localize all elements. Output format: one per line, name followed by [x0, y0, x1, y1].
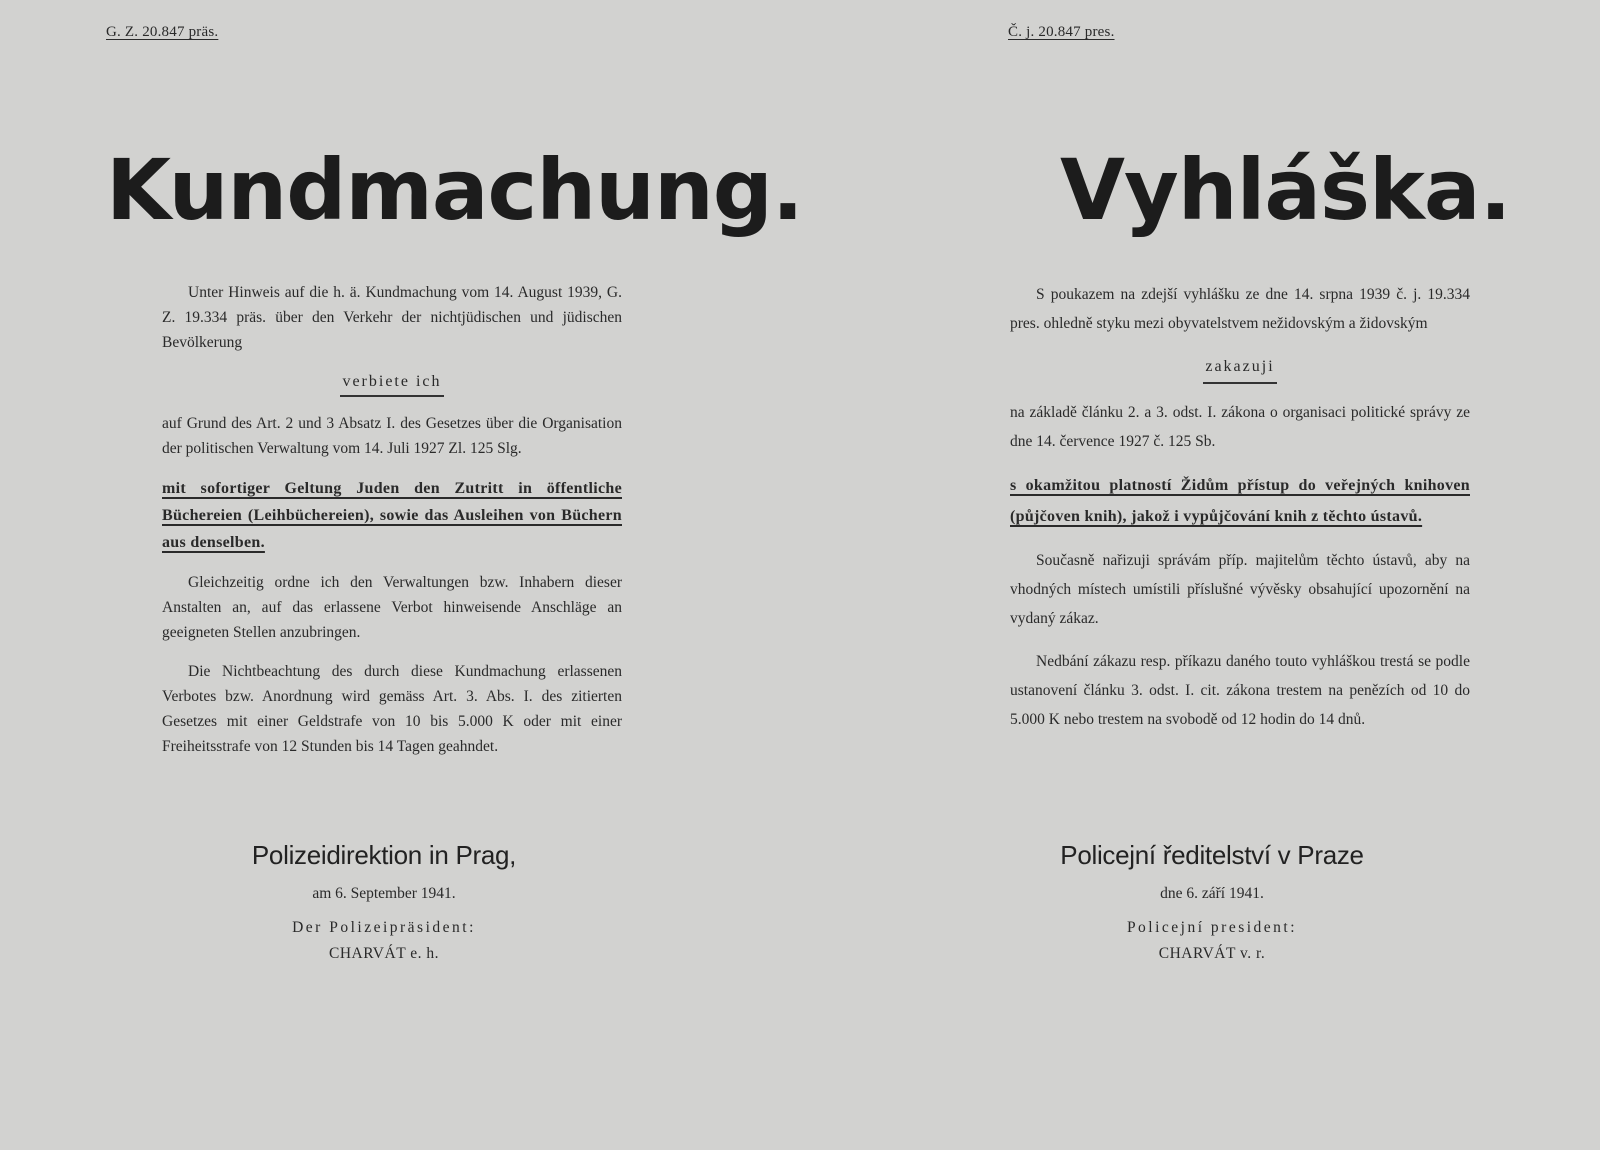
- order-paragraph: Gleichzeitig ordne ich den Verwaltungen bzw. Inhabern dieser Anstalten an, auf das erlassene Verbot hinweisende Anschläge an geeigneten Stellen anzubringen.: [162, 574, 622, 641]
- authority-name: Polizeidirektion in Prag,: [251, 840, 517, 870]
- penalty-paragraph: Nedbání zákazu resp. příkazu daného touto vyhláškou trestá se podle ustanovení článku 3. odst. I. cit. zákona trestem na penězích od 10 do 5.000 K nebo trestem na svobodě od 12 hodin do 14 dnů.: [1010, 653, 1470, 728]
- penalty-paragraph: Die Nichtbeachtung des durch diese Kundmachung erlassenen Verbotes bzw. Anordnung wird gemäss Art. 3. Abs. I. des zitierten Gesetzes mit einer Geldstrafe von 10 bis 5.000 K oder mit einer Freiheitsstrafe von 12 Stunden bis 14 Tagen geahndet.: [162, 663, 622, 755]
- issue-date: am 6. September 1941.: [312, 885, 456, 902]
- signature-block: [812, 840, 1600, 963]
- notice-title: Vyhláška.: [1060, 141, 1511, 239]
- signatory-name: CHARVÁT v. r.: [1158, 945, 1266, 962]
- ban-paragraph: mit sofortiger Geltung Juden den Zutritt in öffentliche Büchereien (Leihbüchereien), sowie das Ausleihen von Büchern aus denselben.: [162, 480, 622, 551]
- authority-name: Policejní ředitelství v Praze: [1060, 840, 1364, 870]
- reference-number: Č. j. 20.847 pres.: [1008, 24, 1115, 40]
- order-paragraph: Současně nařizuji správám příp. majitelům těchto ústavů, aby na vhodných místech umístili příslušné vývěsky obsahující upozornění na vydaný zákaz.: [1010, 552, 1470, 627]
- decree-text: zakazuji: [1203, 352, 1276, 384]
- notice-title: Kundmachung.: [106, 141, 803, 239]
- notice-body: [162, 280, 622, 773]
- ban-paragraph: s okamžitou platností Židům přístup do veřejných knihoven (půjčoven knih), jakož i vypůjčování knih z těchto ústavů.: [1010, 477, 1470, 525]
- intro-paragraph: S poukazem na zdejší vyhlášku ze dne 14. srpna 1939 č. j. 19.334 pres. ohledně styku mezi obyvatelstvem nežidovským a židovským: [1010, 286, 1470, 332]
- intro-paragraph: Unter Hinweis auf die h. ä. Kundmachung vom 14. August 1939, G. Z. 19.334 präs. über den Verkehr der nichtjüdischen und jüdischen Bevölkerung: [162, 284, 622, 351]
- legal-basis-paragraph: auf Grund des Art. 2 und 3 Absatz I. des Gesetzes über die Organisation der politischen Verwaltung vom 14. Juli 1927 Zl. 125 Slg.: [162, 415, 622, 457]
- signatory-role: Policejní president:: [1126, 919, 1298, 936]
- czech-notice: [800, 0, 1600, 1150]
- signatory-name: CHARVÁT e. h.: [328, 945, 440, 962]
- legal-basis-paragraph: na základě článku 2. a 3. odst. I. zákona o organisaci politické správy ze dne 14. července 1927 č. 125 Sb.: [1010, 404, 1470, 450]
- decree-heading: [1010, 352, 1470, 384]
- decree-heading: [162, 369, 622, 397]
- reference-number: G. Z. 20.847 präs.: [106, 24, 219, 40]
- signature-block: [0, 840, 784, 963]
- notice-body: [1010, 280, 1470, 748]
- signatory-role: Der Polizeipräsident:: [292, 919, 476, 936]
- decree-text: verbiete ich: [340, 369, 443, 397]
- issue-date: dne 6. září 1941.: [1160, 885, 1264, 902]
